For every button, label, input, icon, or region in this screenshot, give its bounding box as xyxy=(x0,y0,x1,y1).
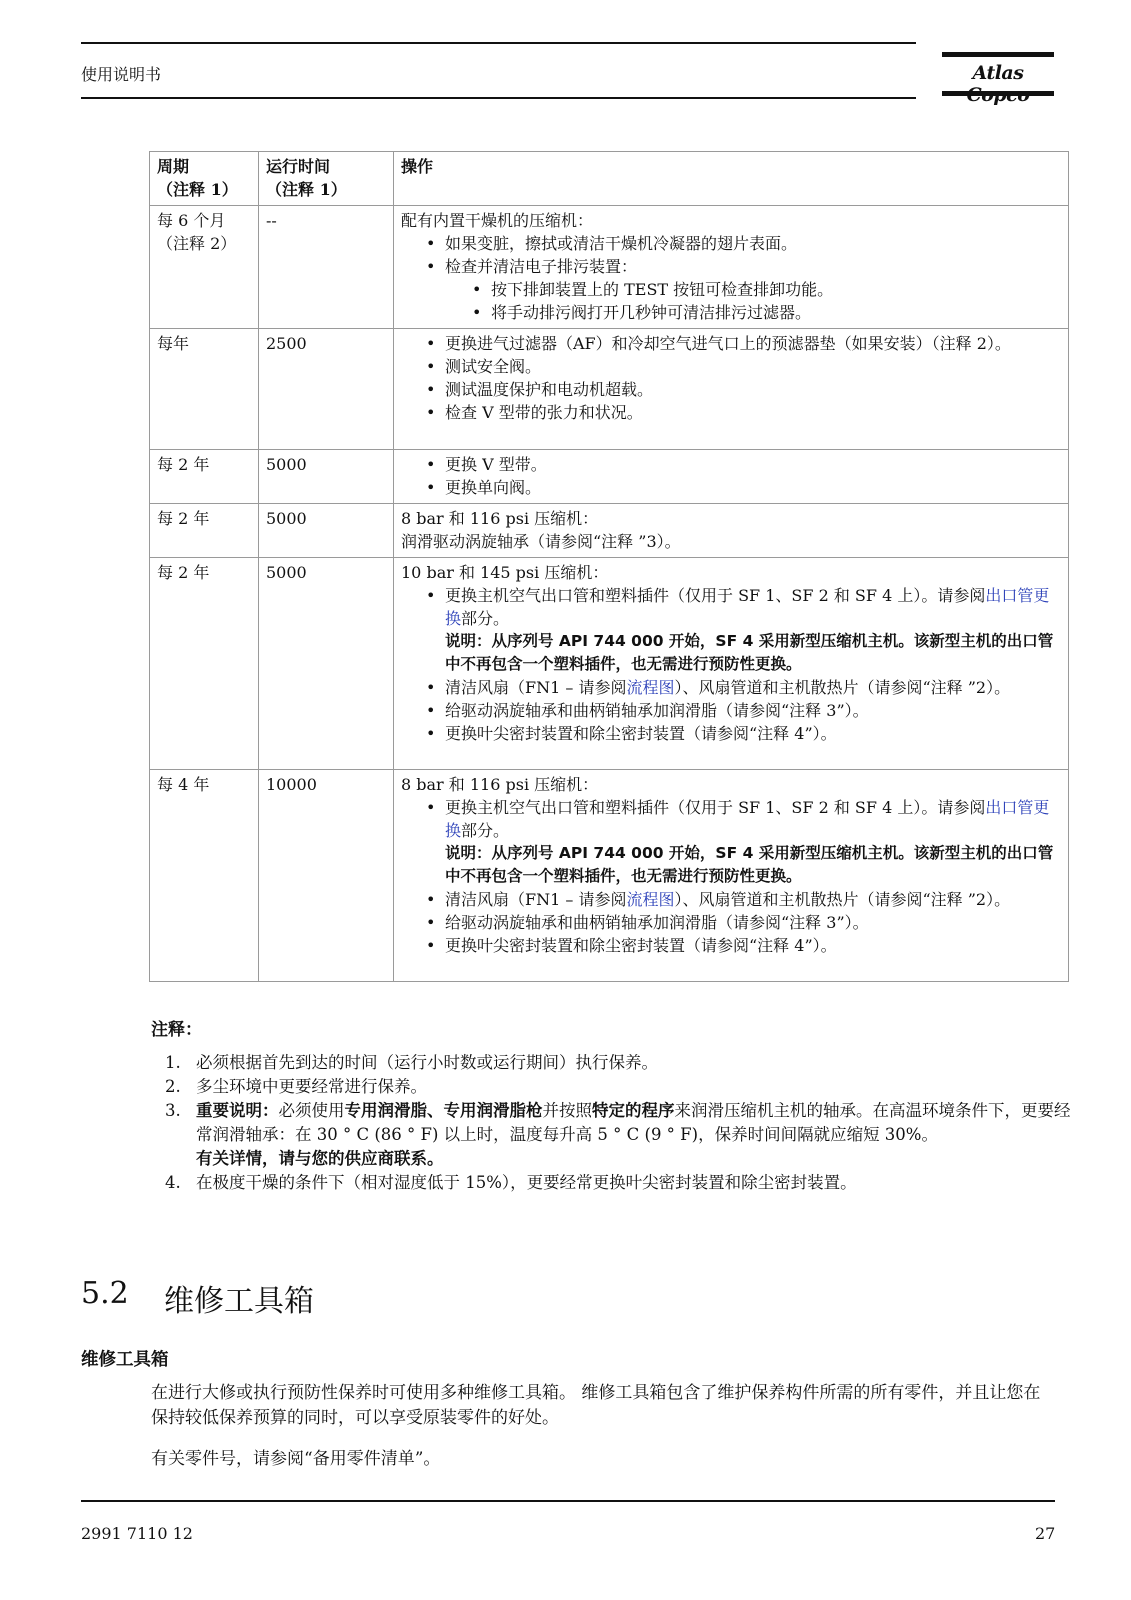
outlet-pipe-link[interactable]: 出口管更换 xyxy=(445,586,1050,628)
document-number: 2991 7110 12 xyxy=(81,1524,193,1543)
note-item: 2. 多尘环境中更要经常进行保养。 xyxy=(165,1077,427,1096)
list-item: • 给驱动涡旋轴承和曲柄销轴承加润滑脂（请参阅“注释 3”）。 xyxy=(445,911,1061,934)
flow-chart-link[interactable]: 流程图 xyxy=(626,890,675,909)
maintenance-schedule-table xyxy=(149,151,1069,982)
cell-period: 每年 xyxy=(150,329,259,450)
body-paragraph: 在进行大修或执行预防性保养时可使用多种维修工具箱。 维修工具箱包含了维护保养构件所需的所有零件，并且让您在保持较低保养预算的同时，可以享受原装零件的好处。 xyxy=(151,1383,1041,1428)
note-item: 1. 必须根据首先到达的时间（运行小时数或运行期间）执行保养。 xyxy=(165,1053,658,1072)
list-item: • 更换叶尖密封装置和除尘密封装置（请参阅“注释 4”）。 xyxy=(445,934,1061,957)
outlet-pipe-link[interactable]: 出口管更换 xyxy=(445,798,1050,840)
header-hours: 运行时间 （注释 1） xyxy=(259,152,394,206)
cell-hours: -- xyxy=(259,206,394,329)
section-title: 维修工具箱 xyxy=(164,1284,314,1319)
flow-chart-link[interactable]: 流程图 xyxy=(626,678,675,697)
cell-hours: 5000 xyxy=(259,450,394,504)
note-item: 4. 在极度干燥的条件下（相对湿度低于 15%），更要经常更换叶尖密封装置和除尘密封装置。 xyxy=(165,1173,857,1192)
header-top-rule xyxy=(81,42,916,44)
list-item: • 更换主机空气出口管和塑料插件（仅用于 SF 1、SF 2 和 SF 4 上）。请参阅出口管更换部分。 说明：从序列号 API 744 000 开始，SF 4 采用新型压缩机主机。该新型主机的出口管中不再包含一个塑料插件，也无需进行预防性更换。 xyxy=(445,796,1061,888)
serial-note: 说明：从序列号 API 744 000 开始，SF 4 采用新型压缩机主机。该新型主机的出口管中不再包含一个塑料插件，也无需进行预防性更换。 xyxy=(445,632,1054,673)
list-item: • 更换单向阀。 xyxy=(445,476,1061,499)
list-item: • 给驱动涡旋轴承和曲柄销轴承加润滑脂（请参阅“注释 3”）。 xyxy=(445,699,1061,722)
list-item: • 测试安全阀。 xyxy=(445,355,1061,378)
cell-period: 每 6 个月 （注释 2） xyxy=(150,206,259,329)
table-row xyxy=(150,206,1069,329)
cell-hours: 10000 xyxy=(259,770,394,982)
cell-action xyxy=(394,329,1069,450)
list-item: • 更换 V 型带。 xyxy=(445,453,1061,476)
atlas-copco-logo xyxy=(942,52,1054,100)
body-paragraph: 有关零件号，请参阅“备用零件清单”。 xyxy=(151,1449,441,1469)
list-item: • 测试温度保护和电动机超载。 xyxy=(445,378,1061,401)
list-item: • 更换进气过滤器（AF）和冷却空气进气口上的预滤器垫（如果安装）（注释 2）。 xyxy=(445,332,1061,355)
list-item: • 检查 V 型带的张力和状况。 xyxy=(445,401,1061,424)
cell-period: 每 2 年 xyxy=(150,450,259,504)
list-item: • 检查并清洁电子排污装置： • 按下排卸装置上的 TEST 按钮可检查排卸功能。 • 将手动排污阀打开几秒钟可清洁排污过滤器。 xyxy=(445,255,1061,324)
cell-period: 每 2 年 xyxy=(150,558,259,770)
section-number: 5.2 xyxy=(81,1276,129,1311)
notes-title: 注释： xyxy=(151,1020,202,1040)
notes-list xyxy=(151,1051,1076,1195)
page-number: 27 xyxy=(1035,1524,1056,1543)
table-row xyxy=(150,329,1069,450)
cell-action: 8 bar 和 116 psi 压缩机： 润滑驱动涡旋轴承（请参阅“注释 ”3）。 xyxy=(394,504,1069,558)
table-row xyxy=(150,504,1069,558)
cell-period: 每 2 年 xyxy=(150,504,259,558)
header-title: 使用说明书 xyxy=(81,65,162,84)
list-item: • 更换叶尖密封装置和除尘密封装置（请参阅“注释 4”）。 xyxy=(445,722,1061,745)
footer-rule xyxy=(81,1500,1055,1502)
cell-action: 8 bar 和 116 psi 压缩机： • 更换主机空气出口管和塑料插件（仅用于 SF 1、SF 2 和 SF 4 上）。请参阅出口管更换部分。 说明：从序列号 API 744 000 开始，SF 4 采用新型压缩机主机。该新型主机的出口管中不再包含一个塑料插件，也无需进行预防性更换。 • 清洁风扇（FN1 – 请参阅流程图）、风扇管道和主机散热片（请参阅“注释 ”2）。 • 给驱动涡旋轴承和曲柄销轴承加润滑脂（请参阅“注释 3”）。 • 更换叶尖密封装置和除尘密封装置（请参阅“注释 4”）。 xyxy=(394,770,1069,982)
list-item: • 清洁风扇（FN1 – 请参阅流程图）、风扇管道和主机散热片（请参阅“注释 ”2）。 xyxy=(445,676,1061,699)
header-bottom-rule xyxy=(81,97,916,99)
list-item: • 清洁风扇（FN1 – 请参阅流程图）、风扇管道和主机散热片（请参阅“注释 ”2）。 xyxy=(445,888,1061,911)
note-item: 3. 重要说明：必须使用专用润滑脂、专用润滑脂枪并按照特定的程序来润滑压缩机主机的轴承。在高温环境条件下，更要经常润滑轴承：在 30 ° C (86 ° F) 以上时，温度每升高 5 ° C (9 ° F)，保养时间间隔就应缩短 30%。 有关详情，请与您的供应商联系。 xyxy=(165,1101,1071,1168)
table-header-row xyxy=(150,152,1069,206)
header-action: 操作 xyxy=(394,152,1069,206)
table-row xyxy=(150,770,1069,982)
subsection-title: 维修工具箱 xyxy=(81,1350,169,1370)
list-item: • 如果变脏，擦拭或清洁干燥机冷凝器的翅片表面。 xyxy=(445,232,1061,255)
list-item: • 更换主机空气出口管和塑料插件（仅用于 SF 1、SF 2 和 SF 4 上）。请参阅出口管更换部分。 说明：从序列号 API 744 000 开始，SF 4 采用新型压缩机主机。该新型主机的出口管中不再包含一个塑料插件，也无需进行预防性更换。 xyxy=(445,584,1061,676)
table-row xyxy=(150,558,1069,770)
logo-text: Atlas xyxy=(972,62,1024,84)
table-row xyxy=(150,450,1069,504)
header-period: 周期 （注释 1） xyxy=(150,152,259,206)
cell-action xyxy=(394,450,1069,504)
cell-period: 每 4 年 xyxy=(150,770,259,982)
list-item: • 按下排卸装置上的 TEST 按钮可检查排卸功能。 xyxy=(491,278,1061,301)
cell-hours: 5000 xyxy=(259,504,394,558)
serial-note: 说明：从序列号 API 744 000 开始，SF 4 采用新型压缩机主机。该新型主机的出口管中不再包含一个塑料插件，也无需进行预防性更换。 xyxy=(445,844,1054,885)
cell-action: 10 bar 和 145 psi 压缩机： • 更换主机空气出口管和塑料插件（仅用于 SF 1、SF 2 和 SF 4 上）。请参阅出口管更换部分。 说明：从序列号 API 744 000 开始，SF 4 采用新型压缩机主机。该新型主机的出口管中不再包含一个塑料插件，也无需进行预防性更换。 • 清洁风扇（FN1 – 请参阅流程图）、风扇管道和主机散热片（请参阅“注释 ”2）。 • 给驱动涡旋轴承和曲柄销轴承加润滑脂（请参阅“注释 3”）。 • 更换叶尖密封装置和除尘密封装置（请参阅“注释 4”）。 xyxy=(394,558,1069,770)
cell-hours: 2500 xyxy=(259,329,394,450)
cell-hours: 5000 xyxy=(259,558,394,770)
cell-action: 配有内置干燥机的压缩机： • 如果变脏，擦拭或清洁干燥机冷凝器的翅片表面。 • 检查并清洁电子排污装置： • 按下排卸装置上的 TEST 按钮可检查排卸功能。 • 将手动排污阀打开几秒钟可清洁排污过滤器。 xyxy=(394,206,1069,329)
list-item: • 将手动排污阀打开几秒钟可清洁排污过滤器。 xyxy=(491,301,1061,324)
